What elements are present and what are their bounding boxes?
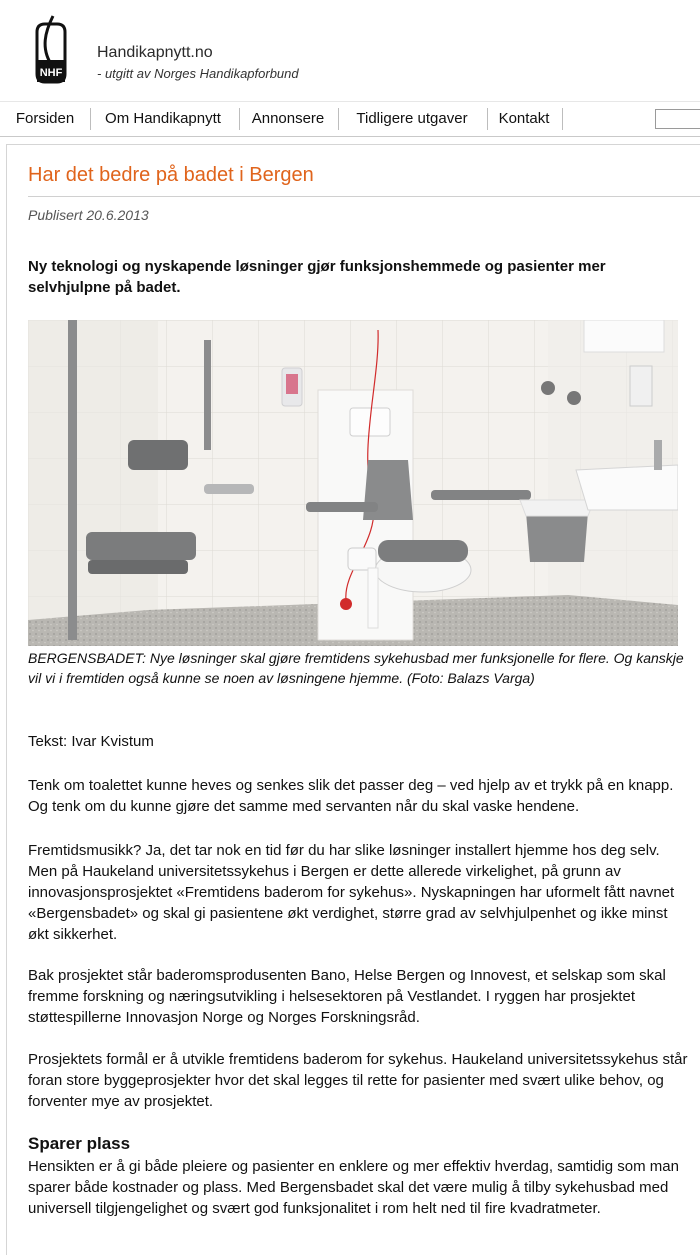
nav-divider <box>90 108 91 130</box>
article-paragraph: Tenk om toalettet kunne heves og senkes slik det passer deg – ved hjelp av et trykk på en knapp. Og tenk om du kunne gjøre det samme med servanten når du skal vaske hendene. <box>28 777 674 815</box>
nav-divider <box>338 108 339 130</box>
nav-item-forsiden[interactable]: Forsiden <box>15 110 75 127</box>
nav-item-annonsere[interactable]: Annonsere <box>251 110 325 127</box>
nav-item-tidligere-utgaver[interactable]: Tidligere utgaver <box>356 110 468 127</box>
site-header <box>0 0 700 101</box>
article-photo <box>28 320 678 646</box>
nav-divider <box>239 108 240 130</box>
article-lead: Ny teknologi og nyskapende løsninger gjør funksjonshemmede og pasienter mer selvhjulpne på badet. <box>28 258 606 296</box>
nhf-logo[interactable] <box>31 14 71 90</box>
nav-item-om-handikapnytt[interactable]: Om Handikapnytt <box>105 110 221 127</box>
search-input[interactable] <box>655 109 700 129</box>
article-subheading: Sparer plass <box>28 1134 131 1153</box>
article-title: Har det bedre på badet i Bergen <box>28 164 314 186</box>
article-byline: Tekst: Ivar Kvistum <box>28 733 154 750</box>
logo-text: NHF <box>39 67 63 79</box>
nav-divider <box>562 108 563 130</box>
main-nav <box>0 101 700 137</box>
site-tagline: - utgitt av Norges Handikapforbund <box>97 66 299 81</box>
article-paragraph: Bak prosjektet står baderomsprodusenten Bano, Helse Bergen og Innovest, et selskap som skal fremme forskning og næringsutvikling i helsesektoren på Vestlandet. I ryggen har prosjektet støttespillerne Innovasjon Norge og Norges Forskningsråd. <box>28 967 666 1026</box>
nav-divider <box>487 108 488 130</box>
nav-item-kontakt[interactable]: Kontakt <box>498 110 550 127</box>
article-paragraph: Fremtidsmusikk? Ja, det tar nok en tid før du har slike løsninger installert hjemme hos deg selv. Men på Haukeland universitetssykehus i Bergen er dette allerede virkelighet, på grunn av innovasjonsprosjektet «Fremtidens baderom for sykehus». Nyskapningen har uformelt fått navnet «Bergensbadet» og skal gi pasientene økt verdighet, større grad av selvhjulpenhet og ikke minst økt sikkerhet. <box>28 842 675 943</box>
article-paragraph: Hensikten er å gi både pleiere og pasienter en enklere og mer effektiv hverdag, samtidig som man sparer både kostnader og plass. Med Bergensbadet skal det være mulig å tilby sykehusbad med universell tilgjengelighet og svært god funksjonalitet i rom helt ned til fire kvadratmeter. <box>28 1158 679 1217</box>
article-paragraph: Prosjektets formål er å utvikle fremtidens baderom for sykehus. Haukeland universitetssykehus står foran store byggeprosjekter hvor det skal legges til rette for pasienter med svært ulike behov, og forventer mye av prosjektet. <box>28 1051 688 1110</box>
publish-date: Publisert 20.6.2013 <box>28 207 149 223</box>
title-divider <box>28 196 700 197</box>
photo-caption: BERGENSBADET: Nye løsninger skal gjøre fremtidens sykehusbad mer funksjonelle for flere. Og kanskje vil vi i fremtiden også kunne se noen av løsningene hjemme. (Foto: Balazs Varga) <box>28 650 684 686</box>
site-name[interactable]: Handikapnytt.no <box>97 44 213 61</box>
